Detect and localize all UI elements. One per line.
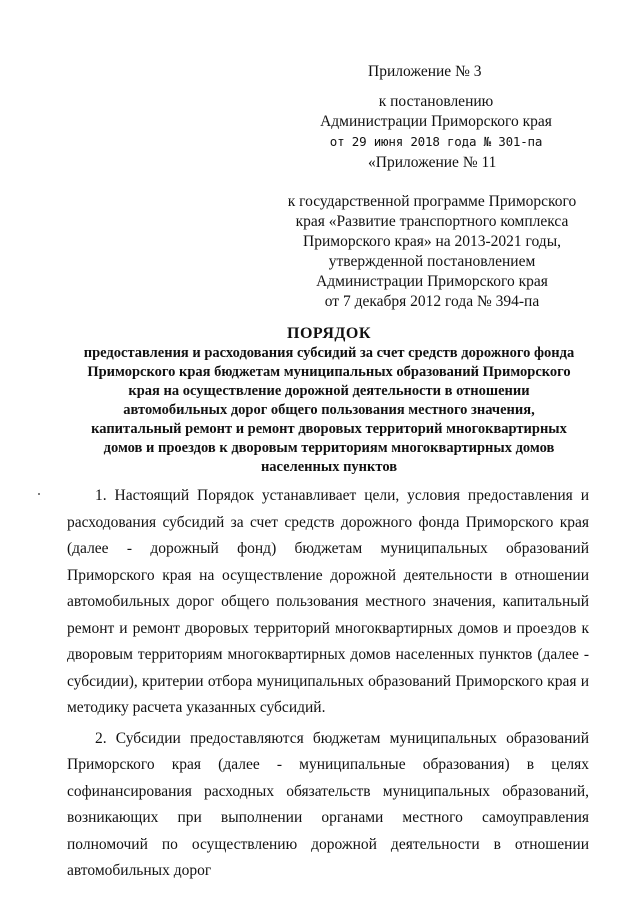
resolution-date-stamp: от 29 июня 2018 года № 301-па [329, 134, 543, 149]
resolution-reference [306, 92, 566, 152]
annex-11-label: «Приложение № 11 [368, 154, 497, 171]
program-line-1: к государственной программе Приморского [287, 193, 577, 210]
subtitle-line-5: капитальный ремонт и ремонт дворовых территорий многоквартирных [91, 421, 567, 437]
subtitle-line-4: автомобильных дорог общего пользования местного значения, [123, 402, 535, 418]
program-line-3: Приморского края» на 2013-2021 годы, [303, 233, 561, 250]
document-body [67, 483, 589, 889]
program-line-4: утвержденной постановлением [328, 253, 536, 270]
program-reference [284, 192, 580, 312]
margin-mark [38, 493, 40, 495]
annex-label: Приложение № 3 [368, 63, 482, 80]
program-line-5: Администрации Приморского края [316, 273, 548, 290]
paragraph-1: 1. Настоящий Порядок устанавливает цели, условия предоставления и расходования субсидий за счет средств дорожного фонда Приморского края (далее - дорожный фонд) бюджетам муниципальных образований Приморского края на осуществление дорожной деятельности в отношении автомобильных дорог общего пользования местного значения, капитальный ремонт и ремонт дворовых территорий многоквартирных домов и проездов к дворовым территориям многоквартирных домов населенных пунктов (далее - субсидии), критерии отбора муниципальных образований Приморского края и методику расчета указанных субсидий. [67, 487, 589, 716]
program-line-6: от 7 декабря 2012 года № 394-па [324, 293, 540, 310]
subtitle-line-2: Приморского края бюджетам муниципальных образований Приморского [87, 364, 571, 380]
subtitle-line-7: населенных пунктов [260, 459, 398, 475]
program-line-2: края «Развитие транспортного комплекса [295, 213, 569, 230]
document-subtitle [66, 344, 592, 477]
paragraph-2: 2. Субсидии предоставляются бюджетам муниципальных образований Приморского края (далее - муниципальные образования) в целях софинансирования расходных обязательств муниципальных образований, возникающих при выполнении органами местного самоуправления полномочий по осуществлению дорожной деятельности в отношении автомобильных дорог [67, 729, 589, 879]
subtitle-line-1: предоставления и расходования субсидий за счет средств дорожного фонда [83, 345, 575, 361]
resolution-line-2: Администрации Приморского края [320, 113, 552, 130]
resolution-line-1: к постановлению [378, 93, 494, 110]
subtitle-line-6: домов и проездов к дворовым территориям многоквартирных домов [103, 440, 555, 456]
document-title-block [66, 324, 592, 477]
subtitle-line-3: края на осуществление дорожной деятельности в отношении [128, 383, 530, 399]
document-title: ПОРЯДОК [287, 325, 371, 342]
